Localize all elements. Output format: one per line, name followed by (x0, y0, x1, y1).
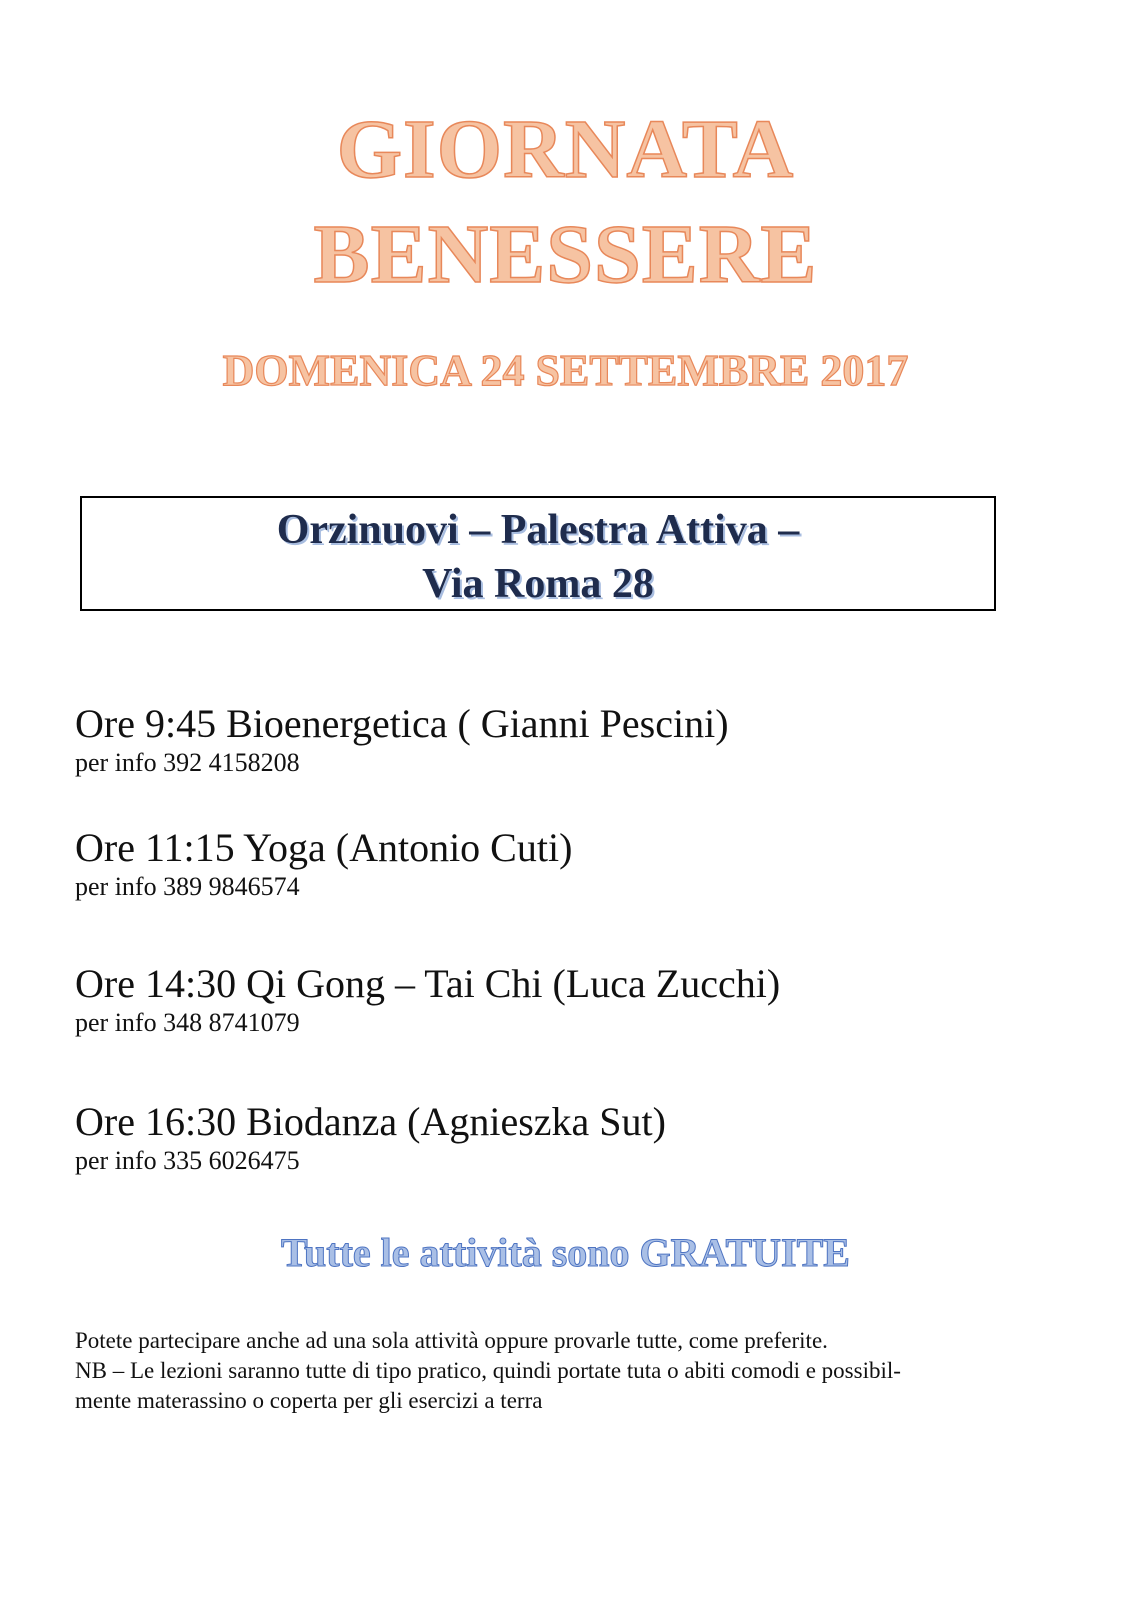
note-line: Potete partecipare anche ad una sola attività oppure provarle tutte, come preferite. (75, 1328, 828, 1353)
activity-title: Ore 14:30 Qi Gong – Tai Chi (Luca Zucchi) (75, 961, 781, 1006)
activity-info: per info 392 4158208 (75, 748, 300, 777)
event-date: DOMENICA 24 SETTEMBRE 2017 (222, 346, 909, 395)
activity-title: Ore 16:30 Biodanza (Agnieszka Sut) (75, 1099, 666, 1144)
activity-info: per info 335 6026475 (75, 1146, 300, 1175)
notes-paragraph (75, 1326, 1045, 1416)
note-line: NB – Le lezioni saranno tutte di tipo pratico, quindi portate tuta o abiti comodi e possibil- (75, 1358, 901, 1383)
venue-line-2: Via Roma 28 (422, 561, 654, 607)
venue-line-1: Orzinuovi – Palestra Attiva – (276, 507, 800, 553)
activity-item (75, 960, 780, 1038)
note-line: mente materassino o coperta per gli esercizi a terra (75, 1388, 543, 1413)
activity-title: Ore 9:45 Bioenergetica ( Gianni Pescini) (75, 701, 729, 746)
title-line-2: BENESSERE (313, 208, 818, 301)
activity-title: Ore 11:15 Yoga (Antonio Cuti) (75, 825, 573, 870)
venue-box (80, 496, 996, 611)
activity-info: per info 389 9846574 (75, 872, 300, 901)
activity-item (75, 824, 572, 902)
free-activities-notice: Tutte le attività sono GRATUITE (281, 1230, 850, 1275)
activity-info: per info 348 8741079 (75, 1008, 300, 1037)
activity-item (75, 1098, 666, 1176)
activity-item (75, 700, 729, 778)
title-line-1: GIORNATA (336, 103, 795, 196)
